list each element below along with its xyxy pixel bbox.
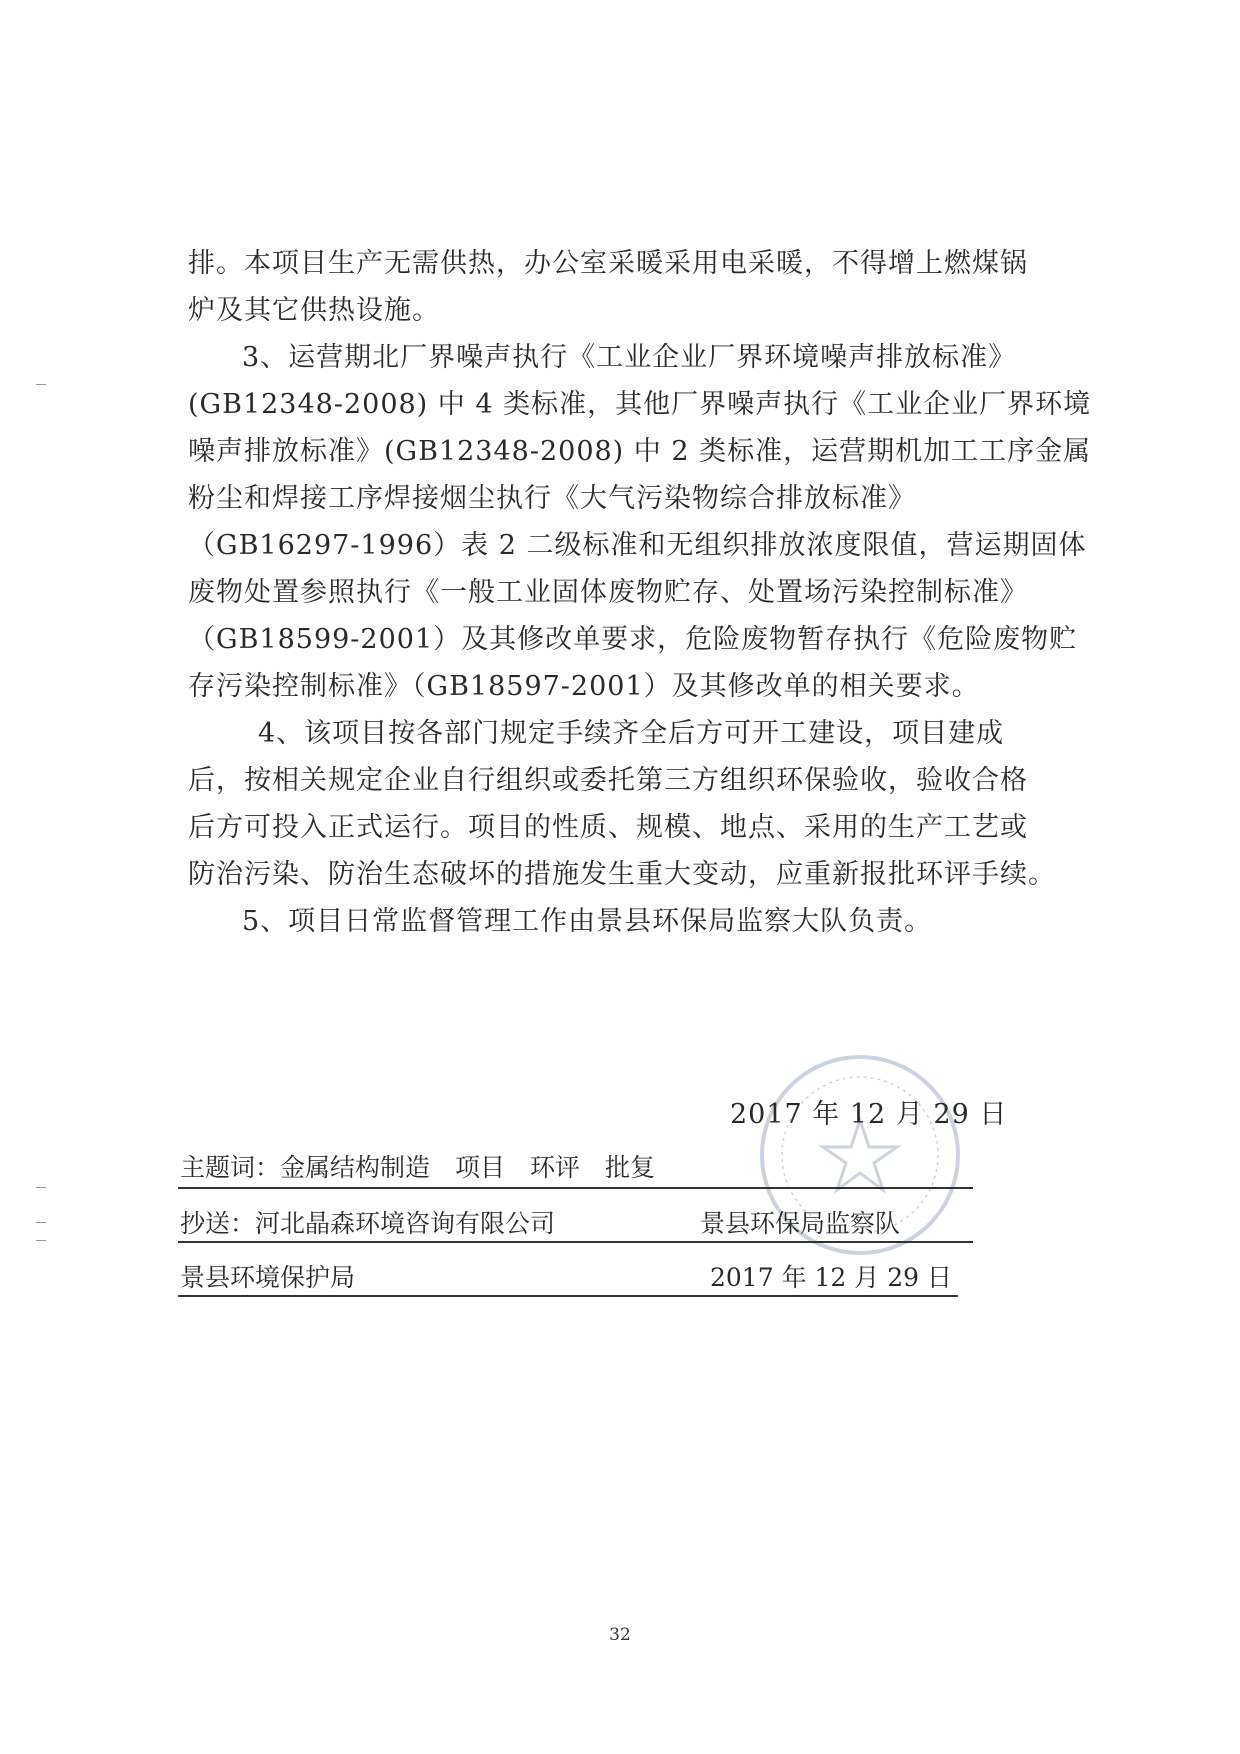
text-line: 存污染控制标准》（GB18597-2001）及其修改单的相关要求。 [188,671,980,702]
signature-date: 2017 年 12 月 29 日 [730,1099,1008,1130]
text-line: 3、运营期北厂界噪声执行《工业企业厂界环境噪声排放标准》 [242,342,1017,373]
scan-mark [36,1240,46,1241]
text-line: 4、该项目按各部门规定手续齐全后方可开工建设，项目建成 [258,718,1005,749]
document-body [188,240,1092,945]
text-line: 粉尘和焊接工序焊接烟尘执行《大气污染物综合排放标准》 [188,483,916,514]
text-line: 炉及其它供热设施。 [188,295,440,326]
paragraph-4 [188,710,1056,898]
text-line: （GB18599-2001）及其修改单要求，危险废物暂存执行《危险废物贮 [188,624,1078,655]
text-line: 后，按相关规定企业自行组织或委托第三方组织环保验收，验收合格 [188,765,1028,796]
text-line: 排。本项目生产无需供热，办公室采暖采用电采暖，不得增上燃煤锅 [188,248,1028,279]
issuer-name: 景县环境保护局 [180,1263,356,1292]
scan-mark [36,384,46,385]
paragraph-1 [188,240,1028,334]
text-line: 防治污染、防治生态破坏的措施发生重大变动，应重新报批环评手续。 [188,859,1056,890]
text-line: (GB12348-2008) 中 4 类标准，其他厂界噪声执行《工业企业厂界环境 [188,389,1092,420]
text-line: 5、项目日常监督管理工作由景县环保局监察大队负责。 [242,906,933,937]
scan-mark [36,1222,46,1223]
text-line: （GB16297-1996）表 2 二级标准和无组织排放浓度限值，营运期固体 [188,530,1087,561]
divider [178,1295,958,1297]
paragraph-3 [188,334,1092,710]
paragraph-5 [188,898,993,945]
divider [178,1241,973,1243]
scan-mark [36,1187,46,1188]
text-line: 噪声排放标准》(GB12348-2008) 中 2 类标准，运营期机加工工序金属 [188,436,1092,467]
text-line: 后方可投入正式运行。项目的性质、规模、地点、采用的生产工艺或 [188,812,1028,843]
subject-words: 主题词：金属结构制造 项目 环评 批复 [180,1153,656,1182]
cc-recipients: 抄送：河北晶森环境咨询有限公司 [180,1209,556,1238]
divider [178,1187,973,1189]
issue-date: 2017 年 12 月 29 日 [710,1263,952,1292]
text-line: 废物处置参照执行《一般工业固体废物贮存、处置场污染控制标准》 [188,577,1028,608]
page-number: 32 [609,1625,631,1645]
cc-row [180,1204,980,1240]
issuer-row [180,1258,980,1294]
cc-recipient-right: 景县环保局监察队 [700,1209,901,1238]
